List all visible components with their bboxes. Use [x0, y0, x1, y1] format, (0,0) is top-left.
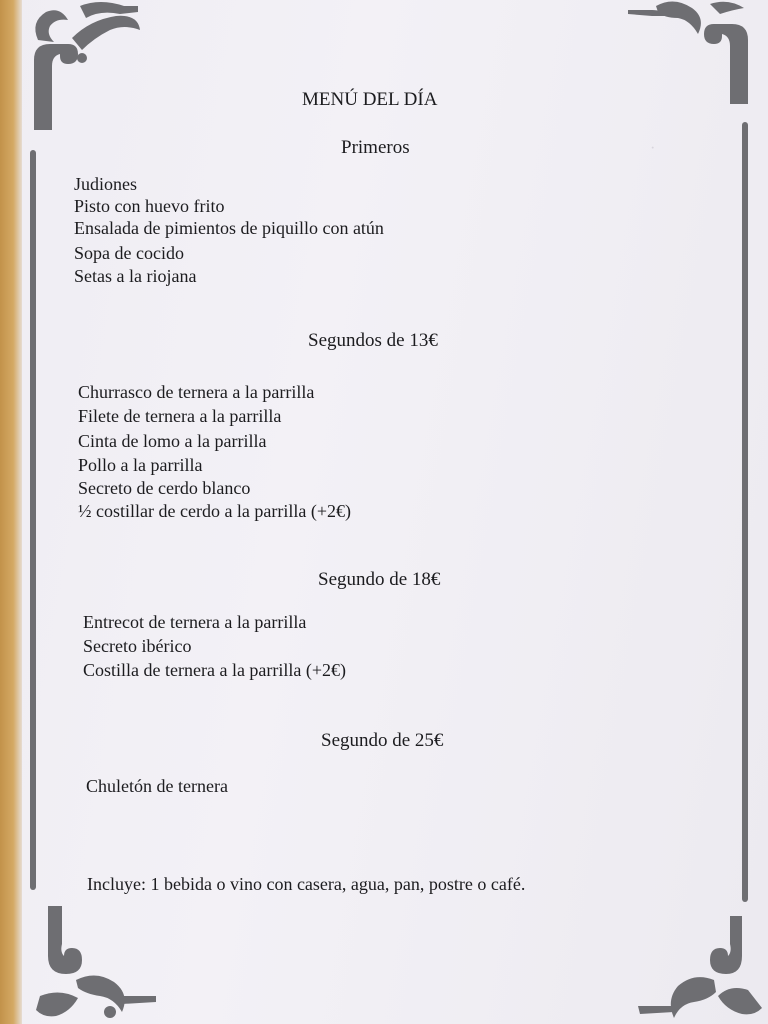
section-heading-segundo-25: Segundo de 25€ [321, 730, 444, 751]
corner-ornament-bottom-right-icon [630, 910, 768, 1024]
dish-item: Secreto de cerdo blanco [78, 478, 251, 498]
menu-footer-note: Incluye: 1 bebida o vino con casera, agua, pan, postre o café. [87, 874, 526, 894]
dish-item: Cinta de lomo a la parrilla [78, 431, 267, 451]
dish-item: Judiones [74, 174, 137, 194]
dish-item: Sopa de cocido [74, 243, 184, 263]
frame-line-right [742, 122, 748, 902]
table-edge [0, 0, 22, 1024]
dish-item: Pollo a la parrilla [78, 455, 203, 475]
section-heading-primeros: Primeros [341, 137, 410, 158]
show-through-text: · [650, 140, 656, 157]
dish-item: ½ costillar de cerdo a la parrilla (+2€) [78, 501, 352, 521]
frame-line-left [30, 150, 36, 890]
menu-title: MENÚ DEL DÍA [302, 89, 438, 110]
corner-ornament-bottom-left-icon [26, 900, 166, 1024]
dish-item: Filete de ternera a la parrilla [78, 406, 282, 426]
dish-item: Entrecot de ternera a la parrilla [83, 612, 307, 632]
dish-item: Churrasco de ternera a la parrilla [78, 382, 315, 402]
corner-ornament-top-left-icon [20, 0, 150, 135]
dish-item: Secreto ibérico [83, 636, 192, 656]
corner-ornament-top-right-icon [622, 0, 762, 110]
section-heading-segundos-13: Segundos de 13€ [308, 330, 438, 351]
dish-item: Pisto con huevo frito [74, 196, 225, 216]
dish-item: Chuletón de ternera [86, 776, 228, 796]
dish-item: Ensalada de pimientos de piquillo con atún [74, 218, 384, 238]
section-heading-segundo-18: Segundo de 18€ [318, 569, 441, 590]
dish-item: Setas a la riojana [74, 266, 197, 286]
dish-item: Costilla de ternera a la parrilla (+2€) [83, 660, 347, 680]
